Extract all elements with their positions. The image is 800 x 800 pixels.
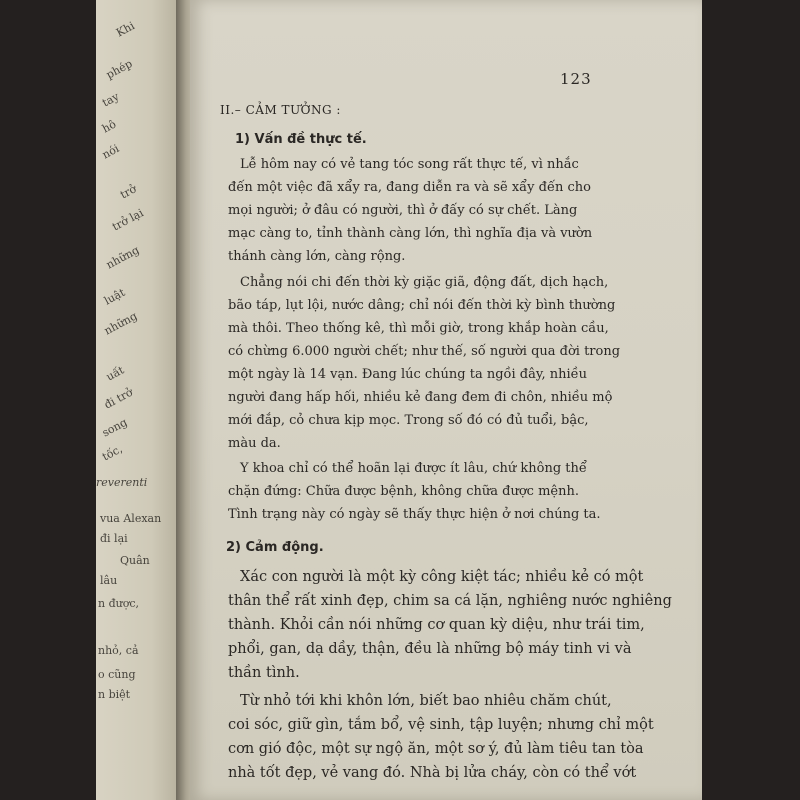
- text-line: bão táp, lụt lội, nước dâng; chỉ nói đến thời kỳ bình thường: [228, 298, 616, 313]
- left-line: Quân: [120, 554, 150, 567]
- text-line: nhà tốt đẹp, vẻ vang đó. Nhà bị lửa cháy, còn có thể vớt: [228, 765, 637, 781]
- left-line: n biệt: [98, 688, 131, 701]
- text-line: mạc càng to, tỉnh thành càng lớn, thì nghĩa địa và vườn: [228, 226, 593, 241]
- left-page: [96, 0, 188, 800]
- text-line: thần tình.: [228, 665, 300, 681]
- left-line: trở: [118, 182, 139, 202]
- text-line: thành. Khỏi cần nói những cơ quan kỳ diệu, như trái tim,: [228, 617, 645, 633]
- text-line: phổi, gan, dạ dầy, thận, đều là những bộ máy tinh vi và: [228, 641, 632, 657]
- text-line: Từ nhỏ tới khi khôn lớn, biết bao nhiêu chăm chút,: [240, 693, 612, 709]
- text-line: Xác con người là một kỳ công kiệt tác; nhiều kẻ có một: [240, 569, 644, 585]
- left-line: Khi: [114, 19, 137, 40]
- left-line: trở lại: [110, 206, 146, 234]
- subsection-heading: 1) Vấn đề thực tế.: [235, 132, 367, 147]
- text-line: có chừng 6.000 người chết; như thế, số người qua đời trong: [228, 344, 621, 359]
- subsection-heading: 2) Cảm động.: [226, 540, 324, 555]
- left-line: tay: [100, 89, 122, 110]
- text-line: Chẳng nói chi đến thời kỳ giặc giã, động đất, dịch hạch,: [240, 275, 609, 290]
- text-line: Lễ hôm nay có vẻ tang tóc song rất thực tế, vì nhắc: [240, 157, 579, 172]
- right-page: [190, 0, 702, 800]
- left-line: vua Alexan: [100, 512, 162, 525]
- left-line: uất: [104, 363, 127, 384]
- left-line: tốc,: [100, 442, 125, 464]
- left-line: reverenti: [96, 476, 148, 489]
- left-line: phép: [104, 57, 135, 82]
- left-line: đi lại: [100, 532, 128, 545]
- text-line: thánh càng lớn, càng rộng.: [228, 249, 406, 264]
- left-line: nói: [100, 141, 122, 162]
- text-line: mà thôi. Theo thống kê, thì mỗi giờ, trong khắp hoàn cầu,: [228, 321, 609, 336]
- text-line: mọi người; ở đâu có người, thì ở đấy có sự chết. Làng: [228, 203, 578, 218]
- text-line: màu da.: [228, 436, 281, 451]
- text-line: coi sóc, giữ gìn, tắm bổ, vệ sinh, tập luyện; nhưng chỉ một: [228, 717, 654, 733]
- left-line: hô: [100, 117, 119, 136]
- text-line: mới đắp, cỏ chưa kịp mọc. Trong số đó có đủ tuổi, bậc,: [228, 413, 589, 428]
- section-heading: II.– CẢM TƯỞNG :: [220, 103, 341, 117]
- left-line: những: [102, 309, 140, 338]
- left-line: đi trở: [102, 385, 135, 412]
- page-number: 123: [560, 70, 592, 88]
- left-line: những: [104, 243, 142, 272]
- left-line: song: [100, 415, 130, 440]
- text-line: đến một việc đã xẩy ra, đang diễn ra và sẽ xẩy đến cho: [228, 180, 591, 195]
- text-line: thân thể rất xinh đẹp, chim sa cá lặn, nghiêng nước nghiêng: [228, 593, 672, 609]
- left-line: lâu: [100, 574, 118, 587]
- left-line: n được,: [98, 597, 139, 610]
- left-line: nhỏ, cả: [98, 644, 139, 657]
- left-line: luật: [102, 285, 128, 308]
- text-line: chặn đứng: Chữa được bệnh, không chữa được mệnh.: [228, 484, 579, 499]
- left-line: o cũng: [98, 668, 136, 681]
- text-line: Tình trạng này có ngày sẽ thấy thực hiện ở nơi chúng ta.: [228, 507, 601, 522]
- text-line: Y khoa chỉ có thể hoãn lại được ít lâu, chứ không thể: [240, 461, 587, 476]
- text-line: cơn gió độc, một sự ngộ ăn, một sơ ý, đủ làm tiêu tan tòa: [228, 741, 644, 757]
- text-line: người đang hấp hối, nhiều kẻ đang đem đi chôn, nhiều mộ: [228, 390, 613, 405]
- text-line: một ngày là 14 vạn. Đang lúc chúng ta ngồi đây, nhiều: [228, 367, 588, 382]
